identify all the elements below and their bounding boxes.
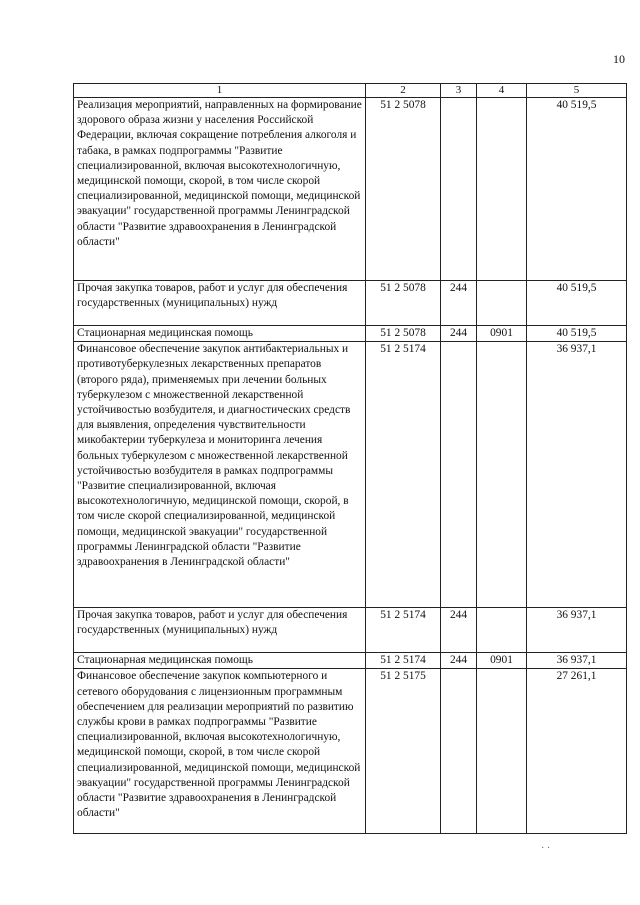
row-amount: 36 937,1 xyxy=(527,342,627,608)
row-expense-type: 244 xyxy=(441,608,477,653)
row-description: Стационарная медицинская помощь xyxy=(74,326,366,342)
row-expense-type xyxy=(441,669,477,834)
row-amount: 36 937,1 xyxy=(527,608,627,653)
row-target-code: 51 2 5175 xyxy=(366,669,441,834)
row-amount: 40 519,5 xyxy=(527,326,627,342)
table-row xyxy=(74,669,627,834)
row-description: Финансовое обеспечение закупок антибактериальных и противотуберкулезных лекарственных препаратов (второго ряда), применяемых при лечении больных туберкулезом с множественной лекарственной устойчивостью возбудителя, и диагностических средств для выявления, определения чувствительности микобактерии туберкулеза и мониторинга лечения больных туберкулезом с множественной лекарственной устойчивостью возбудителя в рамках подпрограммы "Развитие специализированной, включая высокотехнологичную, медицинской помощи, скорой, в том числе скорой специализированной, медицинской помощи, медицинской эвакуации" государственной программы Ленинградской области "Развитие здравоохранения в Ленинградской области" xyxy=(74,342,366,608)
row-section xyxy=(477,608,527,653)
header-col-5: 5 xyxy=(527,84,627,98)
table-row xyxy=(74,342,627,608)
row-section: 0901 xyxy=(477,653,527,669)
row-section xyxy=(477,342,527,608)
row-expense-type xyxy=(441,342,477,608)
row-section: 0901 xyxy=(477,326,527,342)
header-col-1: 1 xyxy=(74,84,366,98)
row-target-code: 51 2 5078 xyxy=(366,98,441,281)
header-col-2: 2 xyxy=(366,84,441,98)
row-expense-type: 244 xyxy=(441,653,477,669)
header-col-4: 4 xyxy=(477,84,527,98)
table-row xyxy=(74,653,627,669)
row-description: Финансовое обеспечение закупок компьютерного и сетевого оборудования с лицензионным программным обеспечением для реализации мероприятий по развитию службы крови в рамках подпрограммы "Развитие специализированной, включая высокотехнологичную, медицинской помощи, скорой, в том числе скорой специализированной, медицинской помощи, медицинской эвакуации" государственной программы Ленинградской области "Развитие здравоохранения в Ленинградской области" xyxy=(74,669,366,834)
row-target-code: 51 2 5174 xyxy=(366,342,441,608)
row-expense-type: 244 xyxy=(441,281,477,326)
header-row xyxy=(74,84,627,98)
row-section xyxy=(477,98,527,281)
row-description: Реализация мероприятий, направленных на формирование здорового образа жизни у населения Российской Федерации, включая сокращение потребления алкоголя и табака, в рамках подпрограммы "Развитие специализированной, включая высокотехнологичную, медицинской помощи, скорой, в том числе скорой специализированной, медицинской помощи, медицинской эвакуации" государственной программы Ленинградской области "Развитие здравоохранения в Ленинградской области" xyxy=(74,98,366,281)
table-row xyxy=(74,326,627,342)
table-row xyxy=(74,98,627,281)
row-target-code: 51 2 5174 xyxy=(366,608,441,653)
header-col-3: 3 xyxy=(441,84,477,98)
row-target-code: 51 2 5078 xyxy=(366,326,441,342)
row-section xyxy=(477,669,527,834)
row-description: Стационарная медицинская помощь xyxy=(74,653,366,669)
scan-artifact: · · xyxy=(541,843,551,854)
row-target-code: 51 2 5174 xyxy=(366,653,441,669)
row-target-code: 51 2 5078 xyxy=(366,281,441,326)
page-number: 10 xyxy=(613,52,625,66)
row-description: Прочая закупка товаров, работ и услуг для обеспечения государственных (муниципальных) нужд xyxy=(74,608,366,653)
table-row xyxy=(74,281,627,326)
table-row xyxy=(74,608,627,653)
row-expense-type xyxy=(441,98,477,281)
row-amount: 40 519,5 xyxy=(527,98,627,281)
row-section xyxy=(477,281,527,326)
budget-table xyxy=(73,83,627,834)
row-expense-type: 244 xyxy=(441,326,477,342)
row-amount: 27 261,1 xyxy=(527,669,627,834)
row-amount: 36 937,1 xyxy=(527,653,627,669)
row-amount: 40 519,5 xyxy=(527,281,627,326)
row-description: Прочая закупка товаров, работ и услуг для обеспечения государственных (муниципальных) нужд xyxy=(74,281,366,326)
